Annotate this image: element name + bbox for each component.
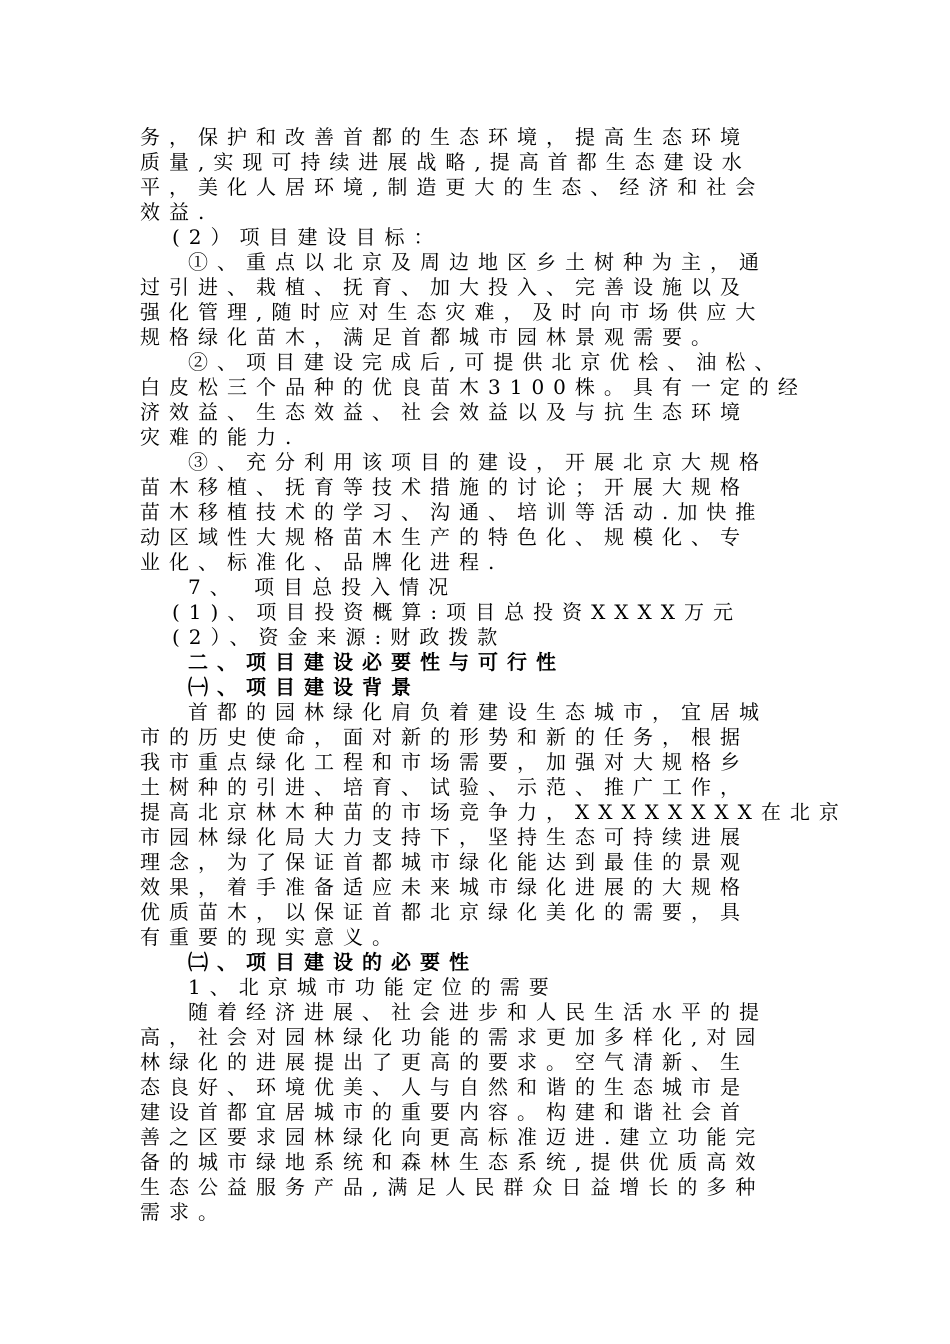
body-text-line: 质量,实现可持续进展战略,提高首都生态建设水 [140, 150, 751, 174]
body-text-line: 白皮松三个品种的优良苗木3100株。具有一定的经 [140, 375, 807, 399]
body-text-line: 提高北京林木种苗的市场竞争力，XXXXXXXX在北京 [140, 800, 848, 824]
body-text-line: 态良好、环境优美、人与自然和谐的生态城市是 [140, 1075, 749, 1099]
subsection-heading: (1)、项目投资概算:项目总投资XXXX万元 [172, 600, 743, 624]
section-heading: ㈡、项目建设的必要性 [188, 950, 478, 974]
body-text-line: 济效益、生态效益、社会效益以及与抗生态环境 [140, 400, 749, 424]
body-text-line: 平，美化人居环境,制造更大的生态、经济和社会 [140, 175, 765, 199]
body-text-line: 务，保护和改善首都的生态环境，提高生态环境 [140, 125, 749, 149]
body-text-line: 备的城市绿地系统和森林生态系统,提供优质高效 [140, 1150, 765, 1174]
list-item-line: ②、项目建设完成后,可提供北京优桧、油松、 [188, 350, 784, 374]
body-text-line: 市的历史使命，面对新的形势和新的任务，根据 [140, 725, 749, 749]
section-heading: 7、 项目总投入情况 [188, 575, 458, 599]
body-text-line: 业化、标准化、品牌化进程. [140, 550, 504, 574]
body-text-line: 需求。 [140, 1200, 227, 1224]
body-text-line: 效益. [140, 200, 214, 224]
body-text-line: 动区域性大规格苗木生产的特色化、规模化、专 [140, 525, 749, 549]
list-item-line: ③、充分利用该项目的建设，开展北京大规格 [188, 450, 768, 474]
list-item-line: ①、重点以北京及周边地区乡土树种为主，通 [188, 250, 768, 274]
subsection-heading: (2）项目建设目标： [172, 225, 443, 249]
body-text-line: 随着经济进展、社会进步和人民生活水平的提 [188, 1000, 768, 1024]
body-text-line: 理念，为了保证首都城市绿化能达到最佳的景观 [140, 850, 749, 874]
chapter-heading: 二、项目建设必要性与可行性 [188, 650, 565, 674]
body-text-line: 林绿化的进展提出了更高的要求。空气清新、生 [140, 1050, 749, 1074]
body-text-line: 规格绿化苗木，满足首都城市园林景观需要。 [140, 325, 720, 349]
section-heading: ㈠、项目建设背景 [188, 675, 420, 699]
body-text-line: 首都的园林绿化肩负着建设生态城市，宜居城 [188, 700, 768, 724]
subsection-heading: 1、北京城市功能定位的需要 [188, 975, 558, 999]
body-text-line: 苗木移植、抚育等技术措施的讨论；开展大规格 [140, 475, 749, 499]
body-text-line: 强化管理,随时应对生态灾难，及时向市场供应大 [140, 300, 765, 324]
body-text-line: 高，社会对园林绿化功能的需求更加多样化,对园 [140, 1025, 765, 1049]
subsection-heading: (2）、资金来源:财政拨款 [172, 625, 507, 649]
body-text-line: 优质苗木，以保证首都北京绿化美化的需要，具 [140, 900, 749, 924]
body-text-line: 我市重点绿化工程和市场需要，加强对大规格乡 [140, 750, 749, 774]
body-text-line: 过引进、栽植、抚育、加大投入、完善设施以及 [140, 275, 749, 299]
body-text-line: 苗木移植技术的学习、沟通、培训等活动.加快推 [140, 500, 765, 524]
body-text-line: 效果，着手准备适应未来城市绿化进展的大规格 [140, 875, 749, 899]
body-text-line: 建设首都宜居城市的重要内容。构建和谐社会首 [140, 1100, 749, 1124]
body-text-line: 市园林绿化局大力支持下，坚持生态可持续进展 [140, 825, 749, 849]
body-text-line: 生态公益服务产品,满足人民群众日益增长的多种 [140, 1175, 765, 1199]
body-text-line: 有重要的现实意义。 [140, 925, 401, 949]
body-text-line: 善之区要求园林绿化向更高标准迈进.建立功能完 [140, 1125, 765, 1149]
body-text-line: 灾难的能力. [140, 425, 301, 449]
body-text-line: 土树种的引进、培育、试验、示范、推广工作， [140, 775, 749, 799]
